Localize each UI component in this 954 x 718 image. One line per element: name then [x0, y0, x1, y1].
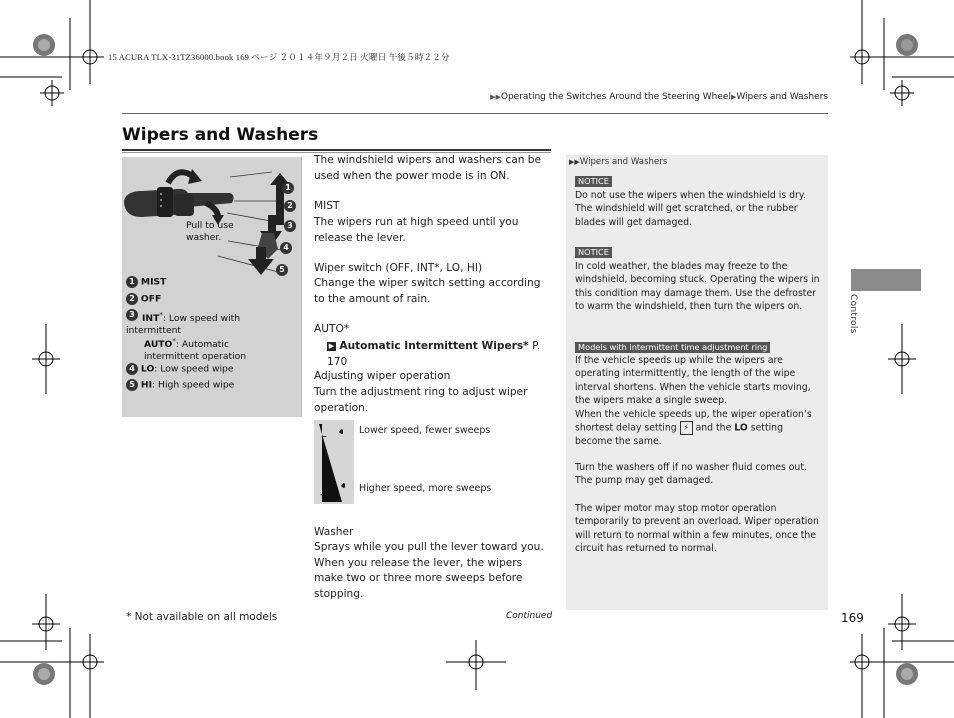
ring-low-label: Lower speed, fewer sweeps — [359, 425, 491, 436]
legend-num-2-icon: 2 — [126, 293, 138, 305]
models-badge: Models with intermittent time adjustment ring — [575, 342, 770, 353]
legend-num-5-icon: 5 — [126, 379, 138, 391]
notice-text-2: In cold weather, the blades may freeze to the windshield, becoming stuck. Operating the wipers in this condition may damage them. Use the defroster to warm the windshield, then turn the wipers on. — [575, 261, 820, 313]
wiper-lever-figure — [122, 157, 302, 417]
switch-heading: Wiper switch (OFF, INT*, LO, HI) — [314, 262, 483, 274]
breadcrumb-separator-icon: ▶ — [730, 93, 737, 101]
notice-text-1: Do not use the wipers when the windshield is dry. The windshield will get scratched, or the rubber blades will get damaged. — [575, 190, 807, 228]
callout-5-icon: 5 — [276, 264, 288, 276]
title-rule — [122, 149, 551, 151]
svg-text:+: + — [319, 487, 331, 503]
section-tab-label: Controls — [848, 294, 858, 334]
sidebar-paragraph-2: When the vehicle speeds up, the wiper operation’s shortest delay setting ⚡ and the LO setting become the same. — [575, 409, 812, 448]
washer-caption: Pull to use washer. — [186, 220, 234, 243]
section-arrow-icon: ▶▶ — [569, 158, 580, 166]
callout-4-icon: 4 — [280, 242, 292, 254]
print-info-header: 15 ACURA TLX-31TZ36000.book 169 ページ ２０１４年９月２日 火曜日 午後５時２２分 — [108, 52, 450, 62]
callout-3-icon: 3 — [284, 220, 296, 232]
svg-text:–: – — [321, 429, 327, 443]
legend-num-3-icon: 3 — [126, 309, 138, 321]
legend-num-4-icon: 4 — [126, 363, 138, 375]
washer-text: Sprays while you pull the lever toward you. When you release the lever, the wipers make two or three more sweeps before stopping. — [314, 541, 544, 600]
switch-text: Change the wiper switch setting according to the amount of rain. — [314, 277, 541, 305]
breadcrumb-item-1[interactable]: Operating the Switches Around the Steering Wheel — [500, 92, 731, 102]
adjust-text: Turn the adjustment ring to adjust wiper operation. — [314, 386, 528, 414]
page-title: Wipers and Washers — [122, 125, 319, 145]
legend-item-3: 3 INT*: Low speed with intermittent — [126, 310, 241, 337]
adjustment-ring-illustration — [314, 420, 358, 504]
breadcrumb-item-2[interactable]: Wipers and Washers — [736, 92, 828, 102]
section-tab[interactable] — [851, 269, 921, 291]
sidebar-paragraph-4: The wiper motor may stop motor operation temporarily to prevent an overload. Wiper operation will return to normal within a few minutes, once the circuit has returned to normal. — [575, 503, 819, 555]
legend-item-5: 5 HI: High speed wipe — [126, 379, 234, 392]
breadcrumb-arrow-icon: ▶▶ — [490, 93, 501, 101]
sidebar-paragraph-3: Turn the washers off if no washer fluid comes out. The pump may get damaged. — [575, 462, 807, 487]
mist-heading: MIST — [314, 200, 340, 212]
legend-num-1-icon: 1 — [126, 276, 138, 288]
adjust-heading: Adjusting wiper operation — [314, 370, 451, 382]
auto-heading: AUTO* — [314, 323, 350, 335]
legend-item-1: 1 MIST — [126, 276, 166, 289]
continued-label: Continued — [506, 611, 553, 621]
footnote: * Not available on all models — [126, 611, 278, 623]
legend-item-4: 4 LO: Low speed wipe — [126, 363, 234, 376]
xref-arrow-icon: ▶ — [328, 341, 335, 350]
page-number: 169 — [841, 611, 864, 625]
callout-2-icon: 2 — [284, 200, 296, 212]
ring-high-label: Higher speed, more sweeps — [359, 483, 492, 494]
sidebar-section-title: ▶▶Wipers and Washers — [569, 157, 668, 167]
legend-item-auto: AUTO*: Automatic intermittent operation — [144, 337, 247, 363]
washer-heading: Washer — [314, 526, 354, 538]
intro-text: The windshield wipers and washers can be used when the power mode is in ON. — [314, 154, 542, 182]
auto-xref-link[interactable]: ▶ Automatic Intermittent Wipers* P. 170 — [327, 340, 541, 368]
breadcrumb — [490, 92, 828, 102]
legend-item-2: 2 OFF — [126, 293, 161, 306]
header-rule — [122, 113, 828, 114]
sidebar-notes — [566, 155, 828, 610]
callout-1-icon: 1 — [282, 182, 294, 194]
notice-badge-2: NOTICE — [575, 247, 612, 258]
mist-text: The wipers run at high speed until you release the lever. — [314, 216, 519, 244]
notice-badge-1: NOTICE — [575, 176, 612, 187]
intermittent-setting-icon: ⚡ — [680, 421, 693, 435]
sidebar-paragraph-1: If the vehicle speeds up while the wipers are operating intermittently, the length of the wipe interval shortens. When the vehicle starts moving, the wipers make a single sweep. — [575, 355, 811, 407]
